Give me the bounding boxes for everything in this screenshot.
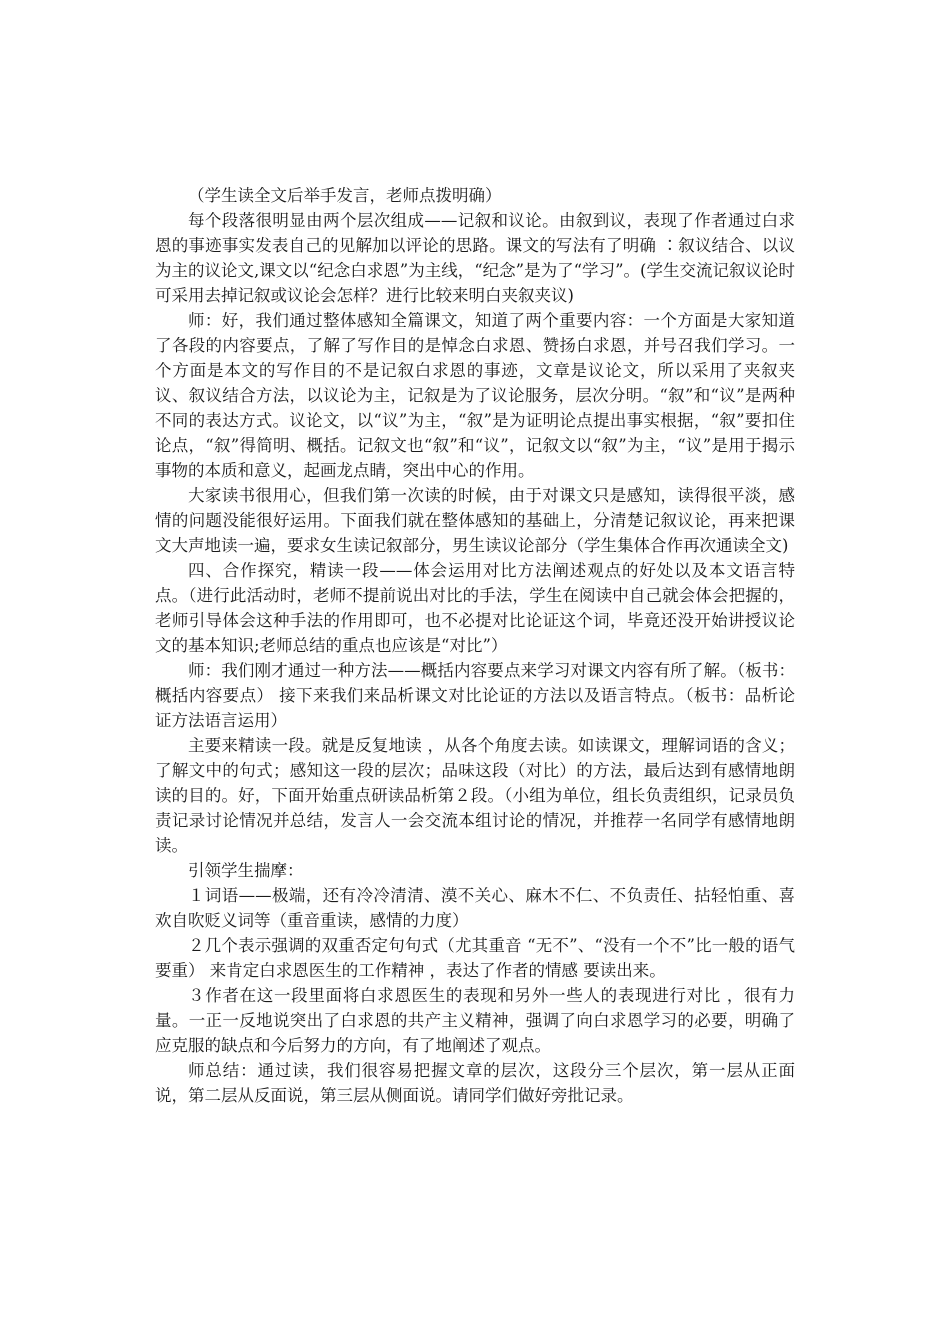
paragraph-structure: 每个段落很明显由两个层次组成——记叙和议论。由叙到议，表现了作者通过白求恩的事迹事实发表自己的见解加以评论的思路。课文的写法有了明确 ∶叙议结合、以议为主的议论文,课文以“纪念白求恩”为主线，“纪念”是为了“学习”。(学生交流记叙议论时可采用去掉记叙或议论会怎样？进行比较来明白夹叙夹议): [155, 211, 795, 305]
paragraph-cooperative-inquiry: 四、合作探究，精读一段——体会运用对比方法阐述观点的好处以及本文语言特点。（进行此活动时，老师不提前说出对比的手法，学生在阅读中自己就会体会把握的，老师引导体会这种手法的作用即可，也不必提对比论证这个词，毕竟还没开始讲授议论文的基本知识;老师总结的重点也应该是“对比”）: [155, 561, 795, 655]
list-item-contrast: ３作者在这一段里面将白求恩医生的表现和另外一些人的表现进行对比 ，很有力量。一正一反地说突出了白求恩的共产主义精神，强调了向白求恩学习的必要，明确了应克服的缺点和今后努力的方向，有了地阐述了观点。: [155, 986, 795, 1055]
paragraph-reading-aloud: 大家读书很用心，但我们第一次读的时候，由于对课文只是感知，读得很平淡，感情的问题没能很好运用。下面我们就在整体感知的基础上，分清楚记叙议论，再来把课文大声地读一遍，要求女生读记叙部分，男生读议论部分（学生集体合作再次通读全文): [155, 486, 795, 555]
paragraph-student-reading: （学生读全文后举手发言，老师点拨明确）: [188, 186, 502, 205]
paragraph-guide-heading: 引领学生揣摩：: [188, 861, 304, 880]
document-body: [155, 183, 795, 1108]
paragraph-close-reading: 主要来精读一段。就是反复地读 ，从各个角度去读。如读课文，理解词语的含义；了解文中的句式；感知这一段的层次；品味这段（对比）的方法，最后达到有感情地朗读的目的。好，下面开始重点研读品析第２段。（小组为单位，组长负责组织，记录员负责记录讨论情况并总结，发言人一会交流本组讨论的情况，并推荐一名同学有感情地朗读。: [155, 736, 795, 855]
list-item-words: １词语——极端，还有冷冷清清、漠不关心、麻木不仁、不负责任、拈轻怕重、喜欢自吹贬义词等（重音重读，感情的力度）: [155, 886, 795, 930]
paragraph-conclusion: 师总结：通过读，我们很容易把握文章的层次，这段分三个层次，第一层从正面说，第二层从反面说，第三层从侧面说。请同学们做好旁批记录。: [155, 1061, 795, 1105]
paragraph-teacher-method: 师：我们刚才通过一种方法——概括内容要点来学习对课文内容有所了解。（板书：概括内容要点） 接下来我们来品析课文对比论证的方法以及语言特点。（板书：品析论证方法语言运用）: [155, 661, 795, 730]
list-item-double-negation: ２几个表示强调的双重否定句句式（尤其重音 “无不”、“没有一个不”比一般的语气要重） 来肯定白求恩医生的工作精神 ，表达了作者的情感 要读出来。: [155, 936, 795, 980]
paragraph-teacher-summary: 师：好，我们通过整体感知全篇课文，知道了两个重要内容：一个方面是大家知道了各段的内容要点，了解了写作目的是悼念白求恩、赞扬白求恩，并号召我们学习。一个方面是本文的写作目的不是记叙白求恩的事迹，文章是议论文，所以采用了夹叙夹议、叙议结合方法，以议论为主，记叙是为了议论服务，层次分明。“叙”和“议”是两种不同的表达方式。议论文，以“议”为主，“叙”是为证明论点提出事实根据，“叙”要扣住论点，“叙”得简明、概括。记叙文也“叙”和“议”，记叙文以“叙”为主，“议”是用于揭示事物的本质和意义，起画龙点睛，突出中心的作用。: [155, 311, 795, 480]
